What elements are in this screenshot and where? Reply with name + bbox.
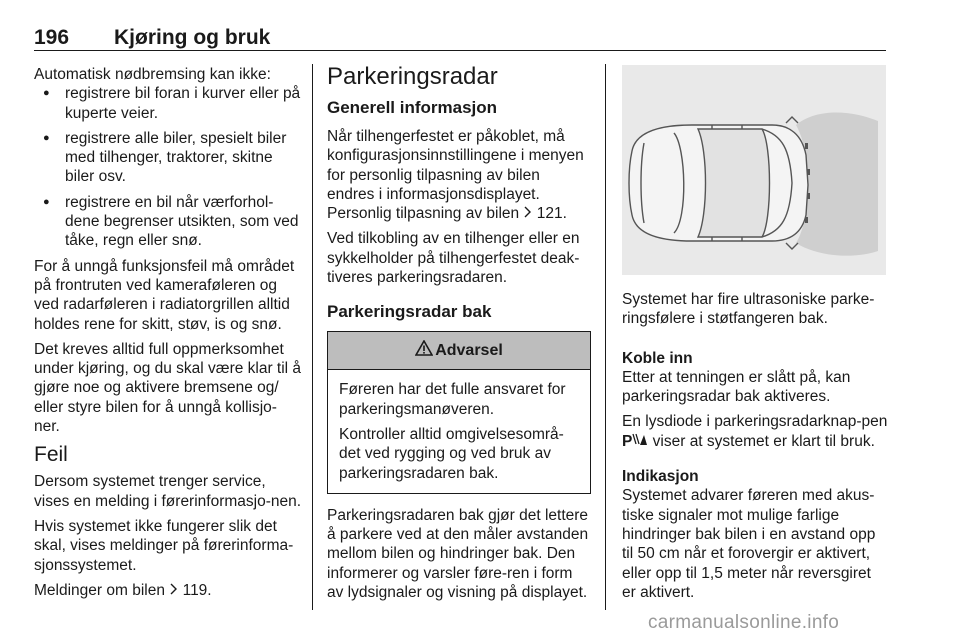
reference-text: Meldinger om bilen [34, 581, 165, 599]
warning-body [328, 370, 590, 492]
parking-sensor-figure [622, 65, 886, 275]
paragraph: Det kreves alltid full oppmerksomhet under kjøring, og du skal være klar til å gjøre noe og aktivere bremsene og/ eller styre bilen for å unngå kollisjo-ner. [34, 340, 302, 436]
warning-header [328, 332, 590, 370]
page-ref-icon [523, 205, 536, 222]
paragraph: Etter at tenningen er slått på, kan parkeringsradar bak aktiveres. [622, 368, 851, 406]
paragraph: Parkeringsradaren bak gjør det lettere å parkere ved at den måler avstanden mellom bilen og hindringer bak. Den informerer og varsler føre-ren i form av lydsignaler og visning på displayet. [327, 506, 589, 602]
column-divider-left [312, 64, 313, 610]
paragraph-text: viser at systemet er klart til bruk. [652, 432, 875, 450]
column-1 [34, 65, 302, 606]
subheading-activate: Koble inn [622, 349, 693, 367]
page-number: 196 [34, 26, 70, 49]
paragraph: Systemet advarer føreren med akus-tiske signaler mot mulige farlige hindringer bak bilen i en avstand opp til 50 cm når et forovergir er aktivert, eller opp til 1,5 meter når reversgiret er aktivert. [622, 487, 876, 601]
warning-title: Advarsel [435, 342, 503, 360]
car-icon [629, 117, 808, 249]
paragraph: Systemet har fire ultrasoniske parke-ringsfølere i støtfangeren bak. [622, 291, 875, 328]
section-heading-feil: Feil [34, 443, 68, 467]
paragraph [622, 412, 888, 451]
paragraph: Ved tilkobling av en tilhenger eller en sykkelholder på tilhengerfestet deak-tiveres parkeringsradaren. [327, 230, 580, 287]
page-ref-icon [169, 582, 182, 599]
subheading-indication: Indikasjon [622, 468, 699, 486]
paragraph: For å unngå funksjonsfeil må området på frontruten ved kameraføleren og ved radarføleren i radiatorgrillen alltid holdes rene for skitt, støv, is og snø. [34, 257, 295, 333]
paragraph [327, 127, 591, 223]
car-rear-sensor-illustration [622, 65, 886, 275]
subheading-rear-radar: Parkeringsradar bak [327, 302, 492, 322]
column-divider-right [605, 64, 606, 610]
warning-text: Føreren har det fulle ansvaret for parkeringsmanøveren. [339, 381, 566, 418]
paragraph: Hvis systemet ikke fungerer slik det skal, vises meldinger på førerinforma-sjonssystemet. [34, 517, 294, 574]
paragraph: Dersom systemet trenger service, vises en melding i førerinformasjo-nen. [34, 473, 302, 510]
parking-button-icon: P [622, 433, 648, 450]
watermark: carmanualsonline.info [648, 612, 840, 633]
page-reference-link[interactable]: 119. [182, 581, 212, 599]
subheading-general: Generell informasjon [327, 98, 498, 117]
page-header [34, 28, 886, 51]
list-item: ● registrere en bil når værforhol-dene begrenser utsikten, som ved tåke, regn eller snø. [34, 193, 302, 251]
list-item: ● registrere alle biler, spesielt biler med tilhenger, traktorer, skitne biler osv. [34, 129, 302, 187]
limitation-list [34, 84, 302, 250]
paragraph-text: En lysdiode i parkeringsradarknap-pen [622, 413, 888, 431]
warning-text: Kontroller alltid omgivelsesområ-det ved rygging og ved bruk av parkeringsradaren bak. [339, 425, 564, 482]
warning-icon [415, 340, 435, 361]
column-2 [327, 63, 591, 608]
section-title: Parkeringsradar [327, 63, 498, 90]
list-item: ● registrere bil foran i kurver eller på kuperte veier. [34, 84, 302, 123]
chapter-title: Kjøring og bruk [114, 26, 271, 49]
paragraph-text: Når tilhengerfestet er påkoblet, må konfigurasjonsinnstillingene i menyen for personlig tilpasning av bilen endres i informasjonsdisplayet. Personlig tilpasning av bilen [327, 128, 584, 223]
paragraph [34, 581, 302, 600]
intro-text: Automatisk nødbremsing kan ikke: [34, 66, 271, 83]
column-3 [622, 290, 888, 608]
warning-box [327, 331, 591, 493]
page-reference-link[interactable]: 121. [536, 205, 567, 223]
